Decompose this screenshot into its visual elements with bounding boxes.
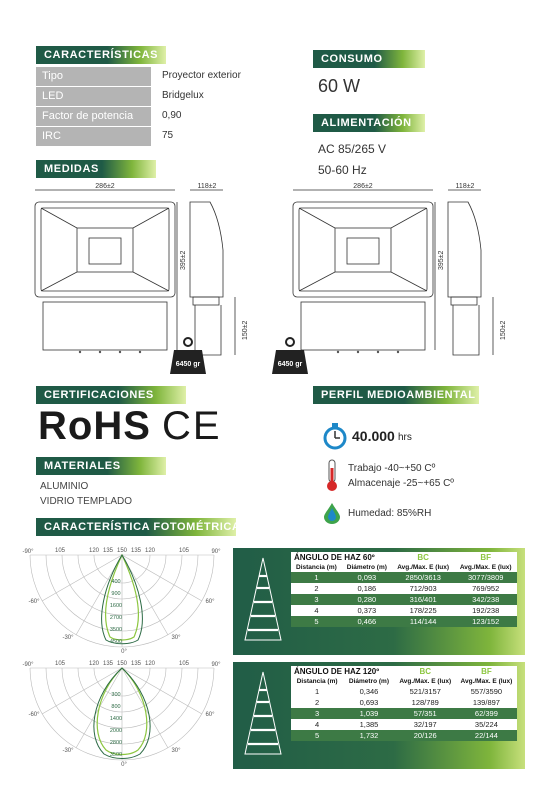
table120-col-bc: BC [395,666,456,677]
table-row [291,730,517,741]
spec-value-factor: 0,90 [162,110,182,121]
table-cell: 0,373 [342,605,392,616]
angle-label: 90° [211,549,221,555]
beam-table-120 [233,662,525,769]
table-cell: 57/351 [395,708,456,719]
table-cell: 2850/3613 [392,572,455,583]
top-tick-label: 120 [88,548,100,554]
materiales-header: MATERIALES [36,457,166,475]
hours-unit: hrs [398,432,412,443]
table-cell: 5 [291,730,343,741]
table-row [291,708,517,719]
spec-label-led: LED [36,87,151,106]
alimentacion-header: ALIMENTACIÓN [313,114,425,132]
table-cell: 316/401 [392,594,455,605]
top-tick-label: 105 [54,661,66,667]
spec-value-tipo: Proyector exterior [162,70,241,81]
table-cell: 32/197 [395,719,456,730]
angle-label: 30° [171,635,181,641]
table-cell: 0,346 [343,686,394,697]
top-tick-label: 150 [116,661,128,667]
ring-label: 3500 [109,627,123,633]
table-cell: 769/952 [454,583,517,594]
thermometer-icon [324,458,340,492]
light-cone-icon [241,554,285,650]
trabajo-range: Trabajo -40~+50 Cº [348,463,436,474]
angle-label: 30° [171,748,181,754]
almacenaje-range: Almacenaje -25~+65 Cº [348,478,454,489]
table-cell: 1,039 [343,708,394,719]
fotometrica-header: CARACTERÍSTICA FOTOMÉTRICA [36,518,236,536]
table-cell: 2 [291,697,343,708]
ring-label: 400 [111,579,121,585]
depth-dim-label: 118±2 [455,183,475,190]
top-tick-label: 135 [130,661,142,667]
table-cell: 3 [291,594,342,605]
table-cell: 2 [291,583,342,594]
ring-label: 2000 [109,728,123,734]
beam-table-60 [233,548,525,655]
material-item: VIDRIO TEMPLADO [40,496,133,507]
angle-label: -90° [22,549,34,555]
light-cone-icon [241,668,285,764]
table-cell: 0,093 [342,572,392,583]
table-cell: 128/789 [395,697,456,708]
ring-label: 2800 [109,740,123,746]
height-dim-label: 395±2 [438,250,445,270]
table-cell: 114/144 [392,616,455,627]
ring-label: 300 [111,692,121,698]
ring-label: 800 [111,704,121,710]
spec-label-factor: Factor de potencia [36,107,151,126]
top-tick-label: 135 [102,661,114,667]
hours-value: 40.000 [352,428,395,444]
ce-logo: CE [162,404,222,448]
ring-label: 3500 [109,752,123,758]
table-row [291,719,517,730]
angle-label: -90° [22,662,34,668]
table-cell: 521/3157 [395,686,456,697]
material-item: ALUMINIO [40,481,89,492]
angle-label: 60° [205,712,215,718]
humidity-drop-icon [323,502,341,524]
weight-icon [270,336,310,376]
table-cell: 3 [291,708,343,719]
ring-label: 1400 [109,716,123,722]
table-cell: 1,385 [343,719,394,730]
table120-title: ÁNGULO DE HAZ 120º [291,666,395,677]
top-tick-label: 105 [178,548,190,554]
table-cell: 712/903 [392,583,455,594]
table-cell: 4 [291,719,343,730]
certificaciones-header: CERTIFICACIONES [36,386,186,404]
angle-label: -30° [62,635,74,641]
top-tick-label: 120 [144,548,156,554]
ring-label: 900 [111,591,121,597]
width-dim-label: 286±2 [95,183,115,190]
table-cell: 123/152 [454,616,517,627]
table-cell: 0,693 [343,697,394,708]
polar-diagram-120 [20,658,225,768]
table60-subheader: Diámetro (m) [342,563,392,572]
angle-label: 0° [121,762,127,768]
perfil-header: PERFIL MEDIOAMBIENTAL [313,386,479,404]
angle-label: -30° [62,748,74,754]
angle-label: 90° [211,662,221,668]
table-row [291,572,517,583]
table-cell: 1 [291,572,342,583]
table-cell: 342/238 [454,594,517,605]
table60-subheader: Avg./Max. E (lux) [392,563,455,572]
table-cell: 62/399 [456,708,517,719]
table-row [291,583,517,594]
polar-diagram-60 [20,545,225,655]
angle-label: 0° [121,649,127,655]
spec-label-irc: IRC [36,127,151,146]
spec-value-irc: 75 [162,130,174,141]
table-cell: 192/238 [454,605,517,616]
table60-title: ÁNGULO DE HAZ 60º [291,552,392,563]
top-tick-label: 120 [88,661,100,667]
table-cell: 22/144 [456,730,517,741]
table-cell: 557/3590 [456,686,517,697]
table-cell: 139/897 [456,697,517,708]
dimension-drawing-right [283,180,513,380]
table120-subheader: Avg./Max. E (lux) [395,677,456,686]
bracket-dim-label: 150±2 [242,320,249,340]
table-row [291,616,517,627]
top-tick-label: 105 [54,548,66,554]
top-tick-label: 105 [178,661,190,667]
caracteristicas-header: CARACTERÍSTICAS [36,46,166,64]
table-cell: 3077/3809 [454,572,517,583]
bracket-dim-label: 150±2 [500,320,507,340]
consumo-value: 60 W [318,76,361,96]
angle-label: -60° [28,712,40,718]
table-cell: 0,466 [342,616,392,627]
top-tick-label: 120 [144,661,156,667]
width-dim-label: 286±2 [353,183,373,190]
weight-label-right: 6450 gr [277,361,303,368]
rohs-logo: RoHS [38,404,151,448]
top-tick-label: 150 [116,548,128,554]
humedad-value: Humedad: 85%RH [348,508,432,519]
table120-col-bf: BF [456,666,517,677]
stopwatch-icon [322,422,348,450]
table-cell: 1 [291,686,343,697]
table120-subheader: Diámetro (m) [343,677,394,686]
table60-col-bf: BF [454,552,517,563]
top-tick-label: 135 [130,548,142,554]
consumo-header: CONSUMO [313,50,425,68]
spec-label-tipo: Tipo [36,67,151,86]
angle-label: 60° [205,599,215,605]
table-cell: 20/126 [395,730,456,741]
table60-subheader: Distancia (m) [291,563,342,572]
medidas-header: MEDIDAS [36,160,156,178]
top-tick-label: 135 [102,548,114,554]
table-cell: 0,280 [342,594,392,605]
spec-value-led: Bridgelux [162,90,204,101]
dimension-drawing-left [25,180,255,380]
table-row [291,686,517,697]
table120-subheader: Distancia (m) [291,677,343,686]
table-cell: 4 [291,605,342,616]
ring-label: 1600 [109,603,123,609]
ring-label: 4500 [109,639,123,645]
ring-label: 2700 [109,615,123,621]
table-cell: 0,186 [342,583,392,594]
table-cell: 35/224 [456,719,517,730]
table-row [291,605,517,616]
depth-dim-label: 118±2 [197,183,217,190]
table-cell: 1,732 [343,730,394,741]
weight-label-left: 6450 gr [175,361,201,368]
table-cell: 5 [291,616,342,627]
table-cell: 178/225 [392,605,455,616]
table60-col-bc: BC [392,552,455,563]
table-row [291,594,517,605]
table-row [291,697,517,708]
alimentacion-frequency: 50-60 Hz [318,163,367,177]
alimentacion-voltage: AC 85/265 V [318,142,387,156]
table120-subheader: Avg./Max. E (lux) [456,677,517,686]
weight-icon [168,336,208,376]
angle-label: -60° [28,599,40,605]
table60-subheader: Avg./Max. E (lux) [454,563,517,572]
height-dim-label: 395±2 [180,250,187,270]
